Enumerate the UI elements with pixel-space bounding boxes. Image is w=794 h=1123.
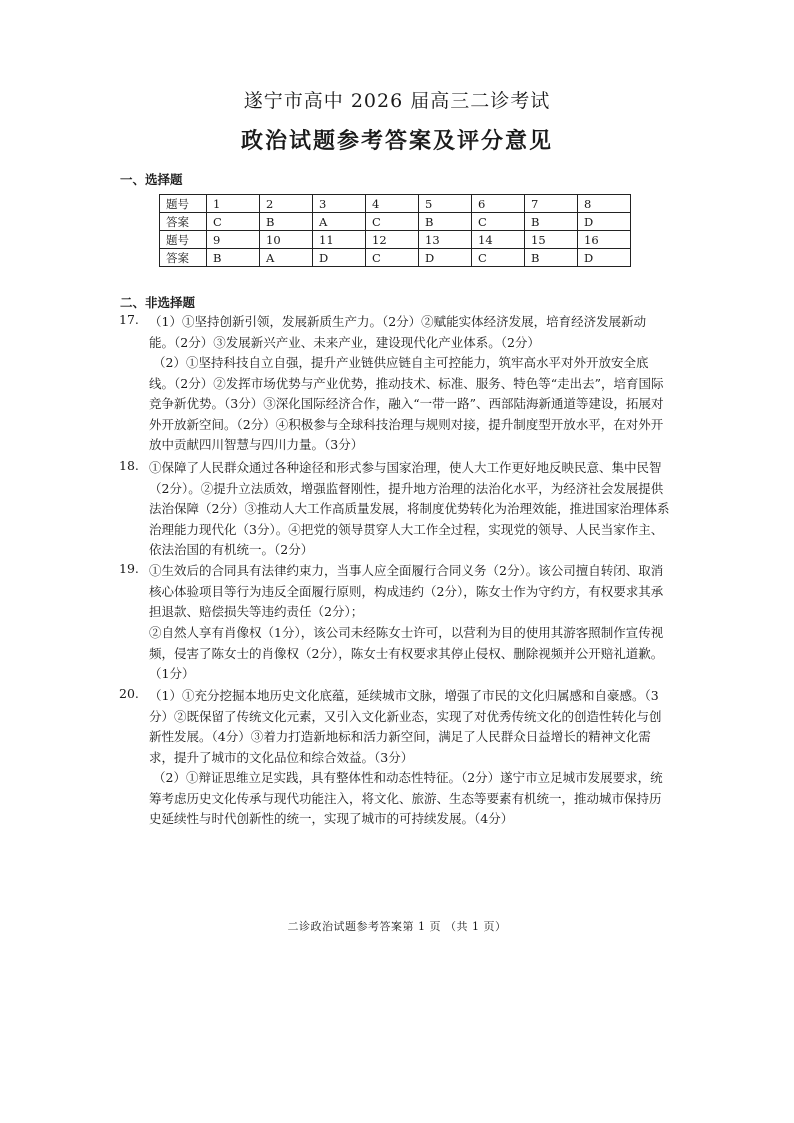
q18-answer: ①保障了人民群众通过各种途径和形式参与国家治理，使人大工作更好地反映民意、集中民智（2分）。②提升立法质效，增强监督刚性，提升地方治理的法治化水平，为经济社会发展提供法治保障（2分）③推动人大工作高质量发展，将制度优势转化为治理效能，推进国家治理体系治理能力现代化（3分）。④把党的领导贯穿人大工作全过程，实现党的领导、人民当家作主、依法治国的有机统一。（2分） [149,460,670,557]
table-cell: C [207,213,260,231]
table-row-header: 答案 [160,213,207,231]
q19-part2: ②自然人享有肖像权（1分），该公司未经陈女士许可，以营利为目的使用其游客照制作宣传视频，侵害了陈女士的肖像权（2分），陈女士有权要求其停止侵权、删除视频并公开赔礼道歉。（1分） [149,625,664,681]
table-cell: 1 [207,195,260,213]
table-cell: 13 [419,231,472,249]
table-cell: C [366,213,419,231]
table-row [160,195,631,213]
section-nonchoice-heading: 二、非选择题 [120,295,196,310]
q20-part1: （1）①充分挖掘本地历史文化底蕴，延续城市文脉，增强了市民的文化归属感和自豪感。（3分）②既保留了传统文化元素，又引入文化新业态，实现了对优秀传统文化的创造性转化与创新性发展。（4分）③着力打造新地标和活力新空间，满足了人民群众日益增长的精神文化需求，提升了城市的文化品位和综合效益。（3分） [149,688,662,765]
q19-part1: ①生效后的合同具有法律约束力，当事人应全面履行合同义务（2分）。该公司擅自转闭、取消核心体验项目等行为违反全面履行原则，构成违约（2分），陈女士作为守约方，有权要求其承担退款、赔偿损失等违约责任（2分）； [149,563,664,619]
table-row [160,213,631,231]
answer-table [159,194,631,267]
table-cell: 2 [260,195,313,213]
question-number: 19. [119,561,139,576]
q17-part1: （1）①坚持创新引领，发展新质生产力。（2分）②赋能实体经济发展，培育经济发展新动能。（2分）③发展新兴产业、未来产业，建设现代化产业体系。（2分） [149,314,647,350]
table-cell: B [419,213,472,231]
table-cell: C [366,249,419,267]
table-cell: 8 [578,195,631,213]
table-cell: A [260,249,313,267]
question-number: 17. [119,312,139,327]
table-cell: B [525,249,578,267]
table-cell: 11 [313,231,366,249]
table-cell: 5 [419,195,472,213]
table-cell: 7 [525,195,578,213]
table-cell: 10 [260,231,313,249]
table-cell: 6 [472,195,525,213]
section-choice-heading: 一、选择题 [120,172,183,187]
table-cell: B [207,249,260,267]
table-row [160,249,631,267]
table-cell: D [578,249,631,267]
table-cell: 9 [207,231,260,249]
table-cell: A [313,213,366,231]
table-cell: C [472,213,525,231]
table-row-header: 题号 [160,195,207,213]
document-title: 政治试题参考答案及评分意见 [240,128,553,154]
table-cell: 12 [366,231,419,249]
table-cell: D [578,213,631,231]
question-number: 20. [119,686,139,701]
table-cell: D [313,249,366,267]
table-cell: B [525,213,578,231]
q17-part2: （2）①坚持科技自立自强，提升产业链供应链自主可控能力，筑牢高水平对外开放安全底线。（2分）②发挥市场优势与产业优势，推动技术、标准、服务、特色等“走出去”，培育国际竞争新优势。（3分）③深化国际经济合作，融入“一带一路”、西部陆海新通道等建设，拓展对外开放新空间。（2分）④积极参与全球科技治理与规则对接，提升制度型开放水平，在对外开放中贡献四川智慧与四川力量。（3分） [149,355,664,452]
table-cell: 4 [366,195,419,213]
table-cell: B [260,213,313,231]
exam-title: 遂宁市高中 2026 届高三二诊考试 [243,90,551,112]
table-row-header: 答案 [160,249,207,267]
table-row-header: 题号 [160,231,207,249]
table-cell: 15 [525,231,578,249]
table-cell: C [472,249,525,267]
table-cell: D [419,249,472,267]
question-number: 18. [119,458,139,473]
table-cell: 14 [472,231,525,249]
table-cell: 16 [578,231,631,249]
table-cell: 3 [313,195,366,213]
table-row [160,231,631,249]
q20-part2: （2）①辩证思维立足实践，具有整体性和动态性特征。（2分）遂宁市立足城市发展要求，统筹考虑历史文化传承与现代功能注入，将文化、旅游、生态等要素有机统一，推动城市保持历史延续性与时代创新性的统一，实现了城市的可持续发展。（4分） [149,770,663,826]
page-footer: 二诊政治试题参考答案第 1 页 （共 1 页） [287,920,507,933]
